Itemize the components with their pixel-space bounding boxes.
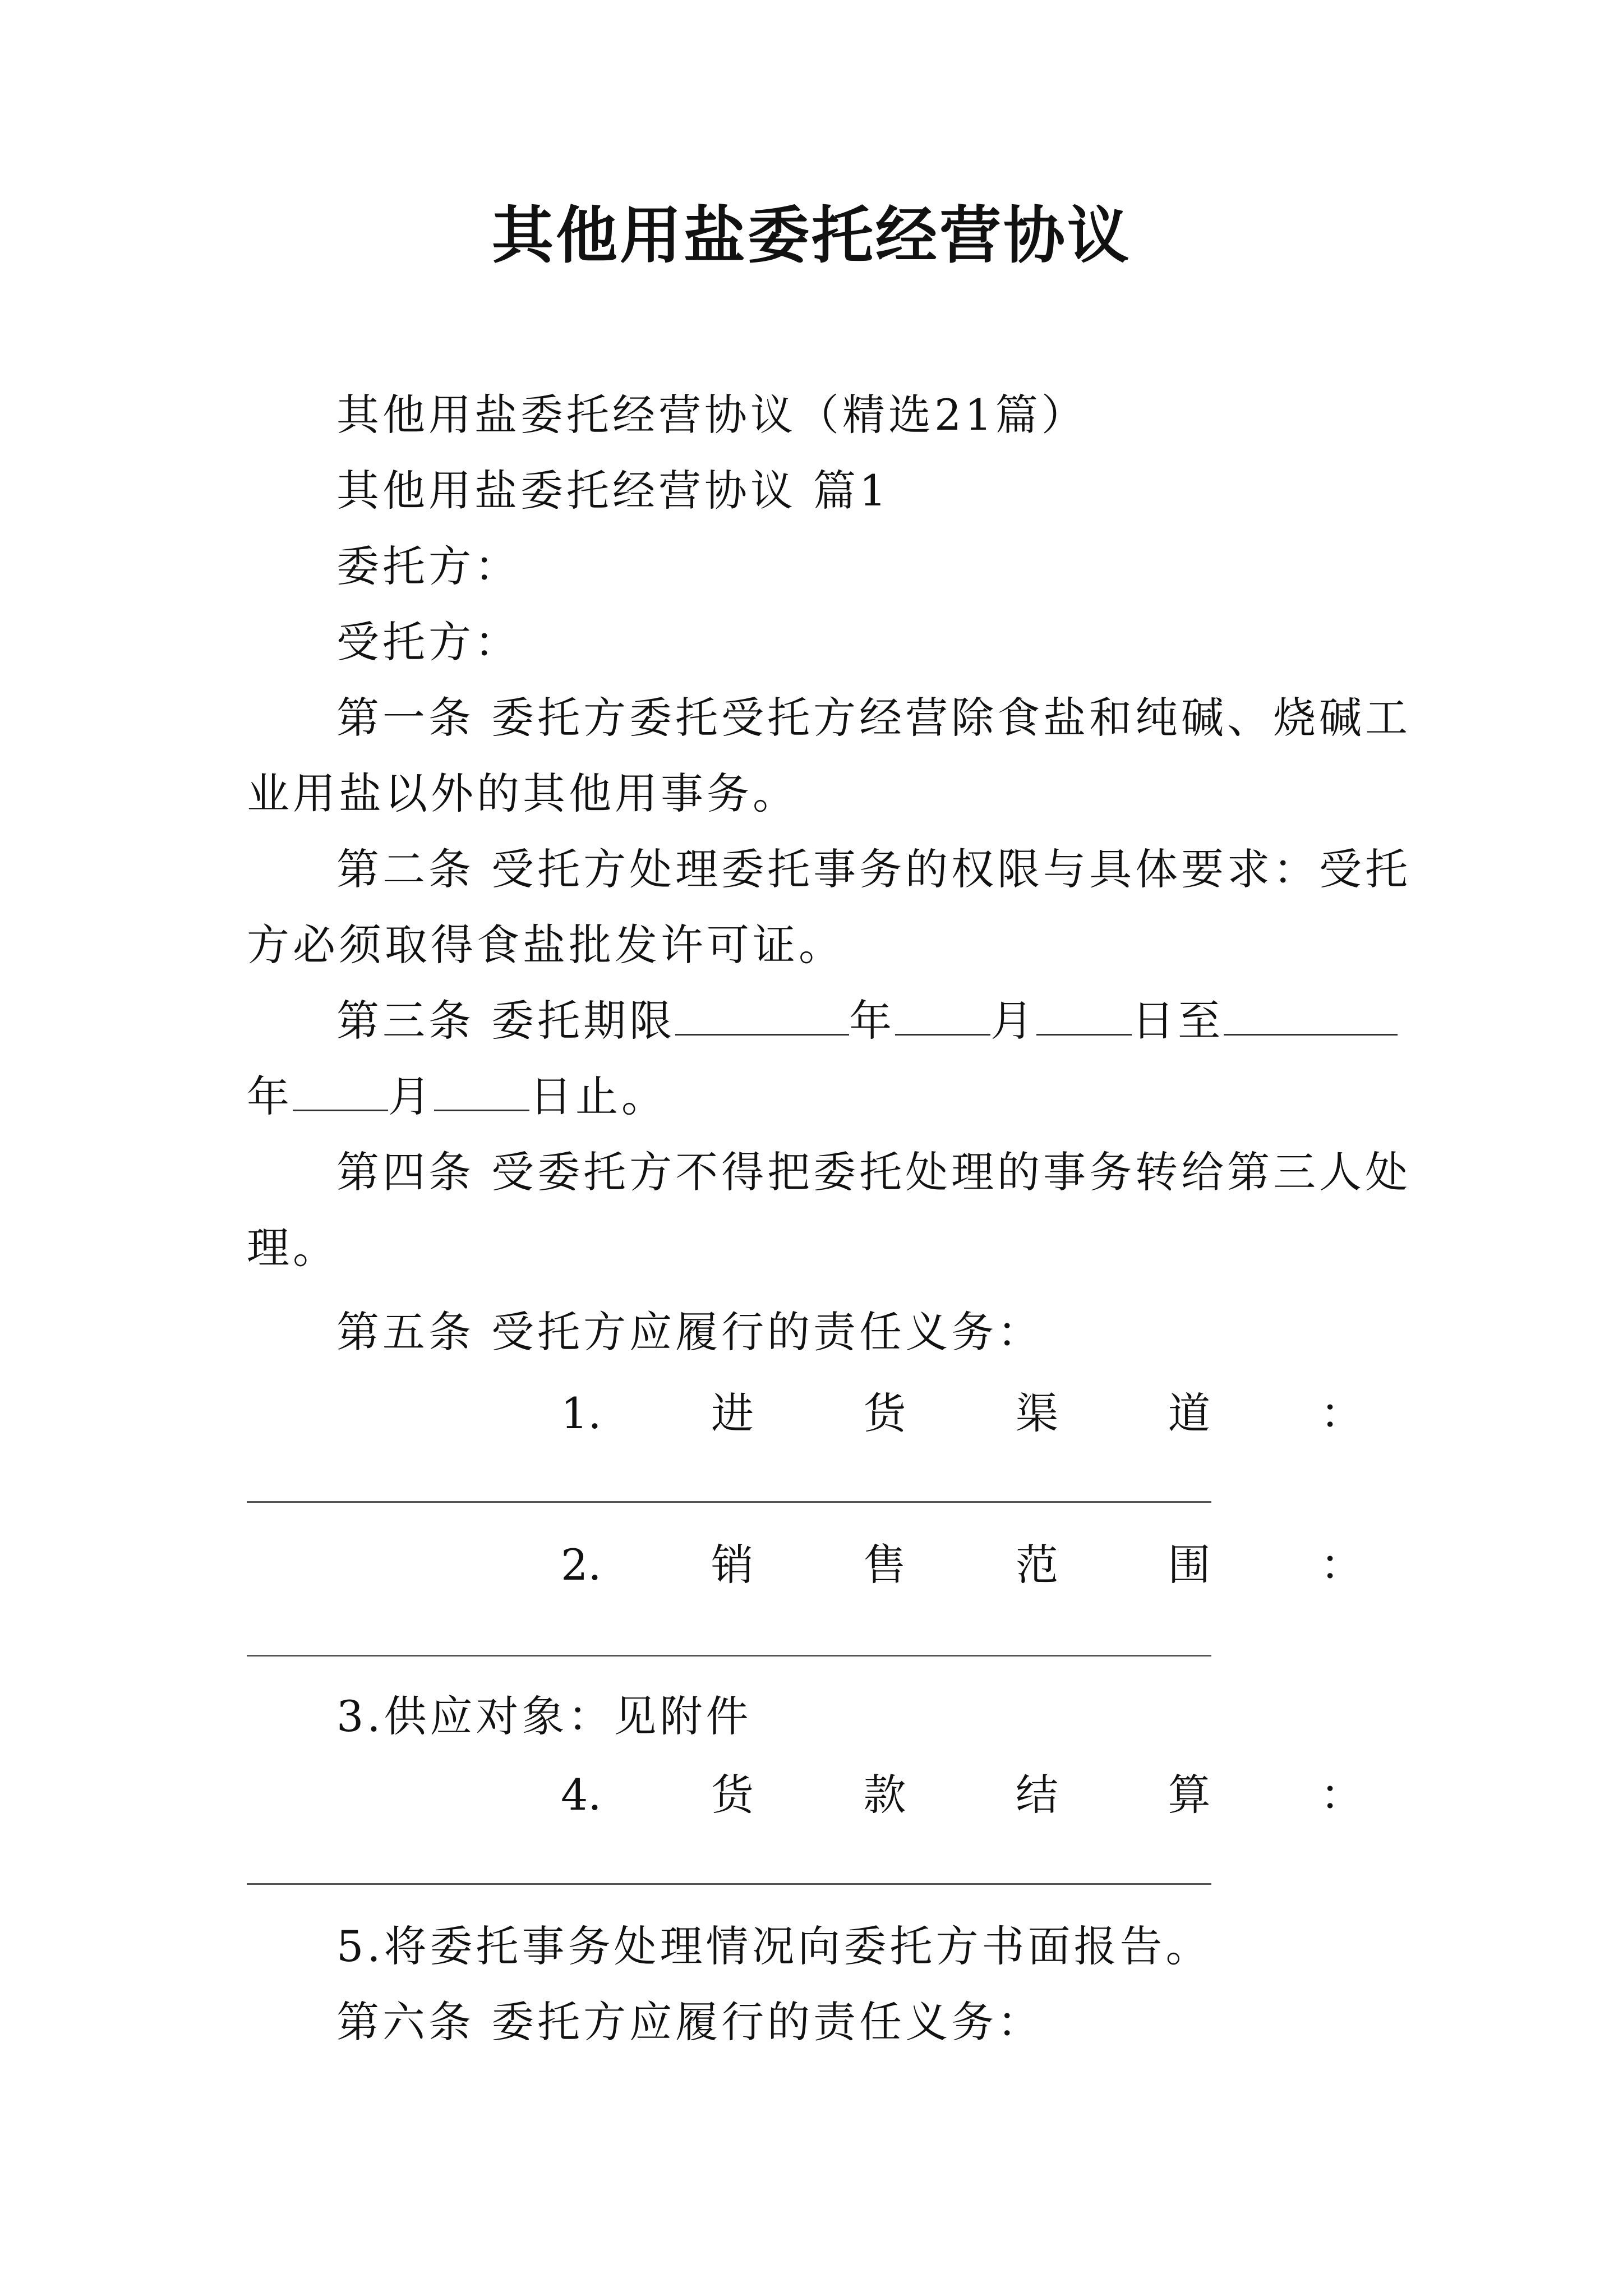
item-1-char: 道 [1168,1388,1211,1438]
principal-label: 委托方： [336,541,520,591]
article-2-line-1: 第二条 受托方处理委托事务的权限与具体要求：受托 [336,844,1412,894]
item-4-colon: ： [1320,1770,1363,1820]
agent-label: 受托方： [336,617,520,667]
item-1-fill-line [247,1501,1211,1503]
part-heading: 其他用盐委托经营协议 篇1 [336,466,890,516]
blank-year-start [675,995,849,1036]
item-4-fill-line [247,1883,1211,1885]
article-4-line-2: 理。 [247,1223,339,1273]
item-1-char: 进 [711,1388,754,1438]
day-end-label: 日止。 [529,1071,667,1121]
article-2-line-2: 方必须取得食盐批发许可证。 [247,920,845,970]
document-title: 其他用盐委托经营协议 [492,200,1131,272]
article-1-line-1: 第一条 委托方委托受托方经营除食盐和纯碱、烧碱工 [336,693,1412,743]
day-to-label: 日至 [1132,996,1224,1046]
item-4-char: 货 [711,1770,754,1820]
item-2-char: 销 [711,1540,754,1590]
article-5: 第五条 受托方应履行的责任义务： [336,1307,1044,1357]
item-1-number: 1. [561,1388,602,1438]
item-2-char: 售 [863,1540,906,1590]
item-4-number: 4. [561,1770,602,1820]
article-4-line-1: 第四条 受委托方不得把委托处理的事务转给第三人处 [336,1147,1412,1197]
item-1-colon: ： [1320,1388,1363,1438]
item-2-colon: ： [1320,1540,1363,1590]
item-4-char: 结 [1015,1770,1058,1820]
month-end-label: 月 [388,1071,434,1121]
item-2-number: 2. [561,1540,602,1590]
item-4-char: 算 [1168,1770,1211,1820]
subtitle: 其他用盐委托经营协议（精选21篇） [336,390,1087,440]
item-1 [561,1386,1363,1442]
item-1-char: 货 [863,1388,906,1438]
blank-month-start [895,995,990,1036]
blank-day-end [434,1070,529,1111]
month-label: 月 [990,996,1037,1046]
article-3-line-2 [247,1069,667,1125]
item-3: 3.供应对象：见附件 [336,1691,752,1741]
year-end-label: 年 [247,1071,293,1121]
item-4 [561,1767,1363,1823]
item-2-fill-line [247,1655,1211,1657]
article-1-line-2: 业用盐以外的其他用事务。 [247,769,799,818]
item-2-char: 范 [1015,1540,1058,1590]
blank-year-end [1224,995,1398,1036]
item-2 [561,1537,1363,1593]
item-4-char: 款 [863,1770,906,1820]
item-2-char: 围 [1168,1540,1211,1590]
item-1-char: 渠 [1015,1388,1058,1438]
blank-day-start [1036,995,1132,1036]
year-label: 年 [849,996,896,1046]
article-3-prefix: 第三条 委托期限 [336,996,676,1046]
article-6: 第六条 委托方应履行的责任义务： [336,1997,1044,2047]
article-3-line-1 [336,993,1398,1049]
blank-month-end [293,1070,388,1111]
item-5: 5.将委托事务处理情况向委托方书面报告。 [336,1921,1212,1971]
